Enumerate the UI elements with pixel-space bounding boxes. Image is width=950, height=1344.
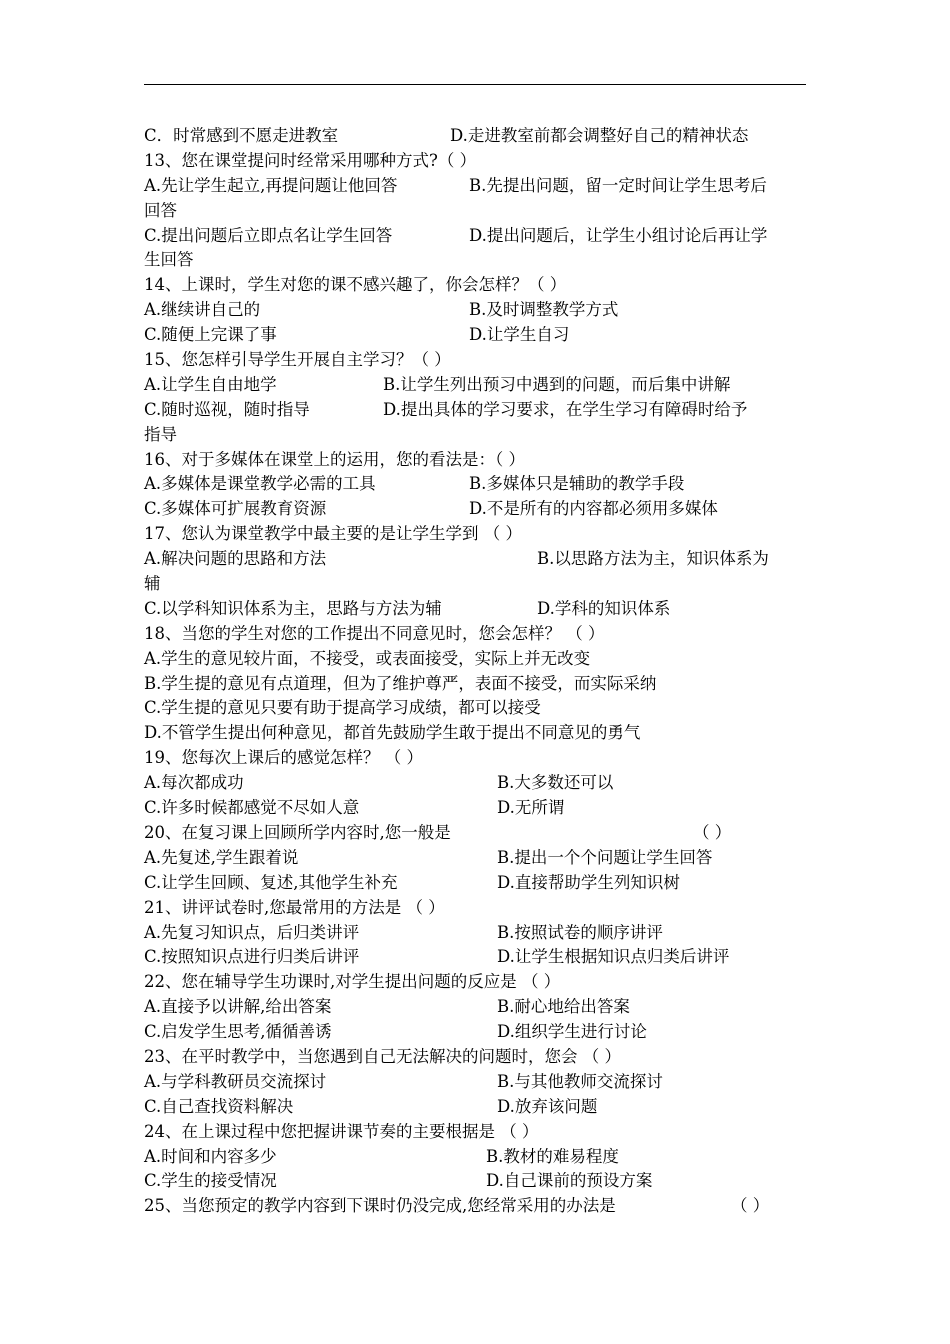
text-segment: C.以学科知识体系为主，思路与方法为辅	[144, 598, 442, 618]
text-segment: C.学生提的意见只要有助于提高学习成绩，都可以接受	[144, 698, 541, 718]
text-segment: D.不是所有的内容都必须用多媒体	[469, 499, 718, 519]
text-segment: B.以思路方法为主，知识体系为	[537, 549, 769, 569]
text-segment: D.让学生根据知识点归类后讲评	[497, 947, 730, 967]
text-line	[144, 1145, 806, 1170]
text-line	[144, 248, 806, 273]
text-line	[144, 398, 806, 423]
text-segment: A.多媒体是课堂教学必需的工具	[144, 474, 376, 494]
text-segment: C.按照知识点进行归类后讲评	[144, 947, 360, 967]
text-line	[144, 348, 806, 373]
text-segment: B.教材的难易程度	[486, 1146, 619, 1166]
text-segment: 13、您在课堂提问时经常采用哪种方式?（ ）	[144, 150, 477, 170]
text-segment: B.与其他教师交流探讨	[497, 1071, 663, 1091]
text-line	[144, 821, 806, 846]
text-segment: （ ）	[693, 822, 732, 842]
text-line	[144, 497, 806, 522]
text-segment: 23、在平时教学中，当您遇到自己无法解决的问题时，您会 （ ）	[144, 1046, 621, 1066]
text-line	[144, 522, 806, 547]
text-segment: 16、对于多媒体在课堂上的运用，您的看法是：（ ）	[144, 449, 525, 469]
text-segment: D.走进教室前都会调整好自己的精神状态	[450, 126, 749, 145]
text-segment: B.学生提的意见有点道理，但为了维护尊严，表面不接受，而实际采纳	[144, 673, 657, 693]
text-segment: B.让学生列出预习中遇到的问题，而后集中讲解	[383, 374, 731, 394]
text-line	[144, 323, 806, 348]
text-line	[144, 1020, 806, 1045]
text-line	[144, 970, 806, 995]
text-segment: C.自己查找资料解决	[144, 1096, 294, 1116]
text-segment: 回答	[144, 200, 177, 220]
text-segment: D.提出具体的学习要求，在学生学习有障碍时给予	[383, 399, 748, 419]
text-segment: B.及时调整教学方式	[469, 300, 619, 320]
header-rule	[144, 84, 806, 85]
text-line	[144, 273, 806, 298]
text-line	[144, 746, 806, 771]
text-segment: 25、当您预定的教学内容到下课时仍没完成,您经常采用的办法是	[144, 1196, 616, 1216]
text-segment: A.直接予以讲解,给出答案	[144, 997, 332, 1017]
text-segment: 19、您每次上课后的感觉怎样？ （ ）	[144, 748, 423, 768]
text-segment: 指导	[144, 424, 177, 444]
text-line	[144, 945, 806, 970]
text-line	[144, 647, 806, 672]
text-line	[144, 622, 806, 647]
text-line	[144, 796, 806, 821]
text-segment: B.耐心地给出答案	[497, 997, 630, 1017]
text-segment: D.直接帮助学生列知识树	[497, 872, 680, 892]
text-segment: D.学科的知识体系	[537, 598, 671, 618]
text-segment: C.让学生回顾、复述,其他学生补充	[144, 872, 398, 892]
text-segment: 18、当您的学生对您的工作提出不同意见时，您会怎样？ （ ）	[144, 623, 605, 643]
text-segment: A.与学科教研员交流探讨	[144, 1071, 327, 1091]
text-segment: 辅	[144, 574, 161, 594]
text-line	[144, 224, 806, 249]
text-segment: 15、您怎样引导学生开展自主学习？（ ）	[144, 350, 451, 370]
text-line	[144, 1120, 806, 1145]
text-segment: D.提出问题后，让学生小组讨论后再让学	[469, 225, 768, 245]
questionnaire-body	[144, 124, 806, 1219]
text-segment: C．时常感到不愿走进教室	[144, 126, 339, 145]
text-line	[144, 174, 806, 199]
text-line	[144, 572, 806, 597]
text-line	[144, 846, 806, 871]
text-segment: A.每次都成功	[144, 773, 244, 793]
text-segment: C.随便上完课了事	[144, 325, 277, 345]
text-line	[144, 896, 806, 921]
text-segment: A.学生的意见较片面，不接受，或表面接受，实际上并无改变	[144, 648, 591, 668]
text-segment: A.时间和内容多少	[144, 1146, 277, 1166]
text-segment: D.组织学生进行讨论	[497, 1022, 647, 1042]
text-line	[144, 771, 806, 796]
text-segment: D.让学生自习	[469, 325, 570, 345]
text-segment: B.多媒体只是辅助的教学手段	[469, 474, 685, 494]
text-segment: D.不管学生提出何种意见，都首先鼓励学生敢于提出不同意见的勇气	[144, 723, 641, 743]
text-line	[144, 199, 806, 224]
text-segment: 20、在复习课上回顾所学内容时,您一般是	[144, 822, 451, 842]
text-segment: B.提出一个个问题让学生回答	[497, 847, 713, 867]
text-line	[144, 423, 806, 448]
text-line	[144, 1095, 806, 1120]
text-line	[144, 373, 806, 398]
text-line	[144, 298, 806, 323]
text-line	[144, 921, 806, 946]
text-segment: B.按照试卷的顺序讲评	[497, 922, 663, 942]
text-line	[144, 547, 806, 572]
text-segment: C.学生的接受情况	[144, 1171, 277, 1191]
text-line	[144, 1194, 806, 1219]
text-segment: D.自己课前的预设方案	[486, 1171, 653, 1191]
text-line	[144, 721, 806, 746]
text-line	[144, 149, 806, 174]
text-line	[144, 448, 806, 473]
text-segment: C.提出问题后立即点名让学生回答	[144, 225, 393, 245]
text-line	[144, 696, 806, 721]
text-segment: C.多媒体可扩展教育资源	[144, 499, 327, 519]
text-segment: 生回答	[144, 250, 194, 270]
text-line	[144, 472, 806, 497]
text-line	[144, 871, 806, 896]
text-segment: C.启发学生思考,循循善诱	[144, 1022, 332, 1042]
text-segment: A.先复述,学生跟着说	[144, 847, 299, 867]
text-segment: C.许多时候都感觉不尽如人意	[144, 798, 360, 818]
text-segment: 22、您在辅导学生功课时,对学生提出问题的反应是 （ ）	[144, 972, 561, 992]
text-segment: C.随时巡视，随时指导	[144, 399, 310, 419]
text-line	[144, 1070, 806, 1095]
text-segment: 17、您认为课堂教学中最主要的是让学生学到 （ ）	[144, 524, 522, 544]
text-segment: B.先提出问题，留一定时间让学生思考后	[469, 175, 767, 195]
text-segment: B.大多数还可以	[497, 773, 614, 793]
text-segment: A.解决问题的思路和方法	[144, 549, 327, 569]
text-line	[144, 1045, 806, 1070]
text-line	[144, 672, 806, 697]
text-segment: 21、讲评试卷时,您最常用的方法是 （ ）	[144, 897, 445, 917]
text-segment: D.放弃该问题	[497, 1096, 598, 1116]
text-segment: 14、上课时，学生对您的课不感兴趣了，你会怎样？（ ）	[144, 275, 567, 295]
text-segment: D.无所谓	[497, 798, 565, 818]
text-segment: 24、在上课过程中您把握讲课节奏的主要根据是 （ ）	[144, 1121, 539, 1141]
text-line	[144, 597, 806, 622]
text-segment: A.让学生自由地学	[144, 374, 277, 394]
text-segment: A.先让学生起立,再提问题让他回答	[144, 175, 398, 195]
text-segment: A.先复习知识点，后归类讲评	[144, 922, 360, 942]
text-line	[144, 1169, 806, 1194]
text-line	[144, 995, 806, 1020]
text-line	[144, 124, 806, 149]
text-segment: （ ）	[731, 1196, 770, 1216]
text-segment: A.继续讲自己的	[144, 300, 261, 320]
